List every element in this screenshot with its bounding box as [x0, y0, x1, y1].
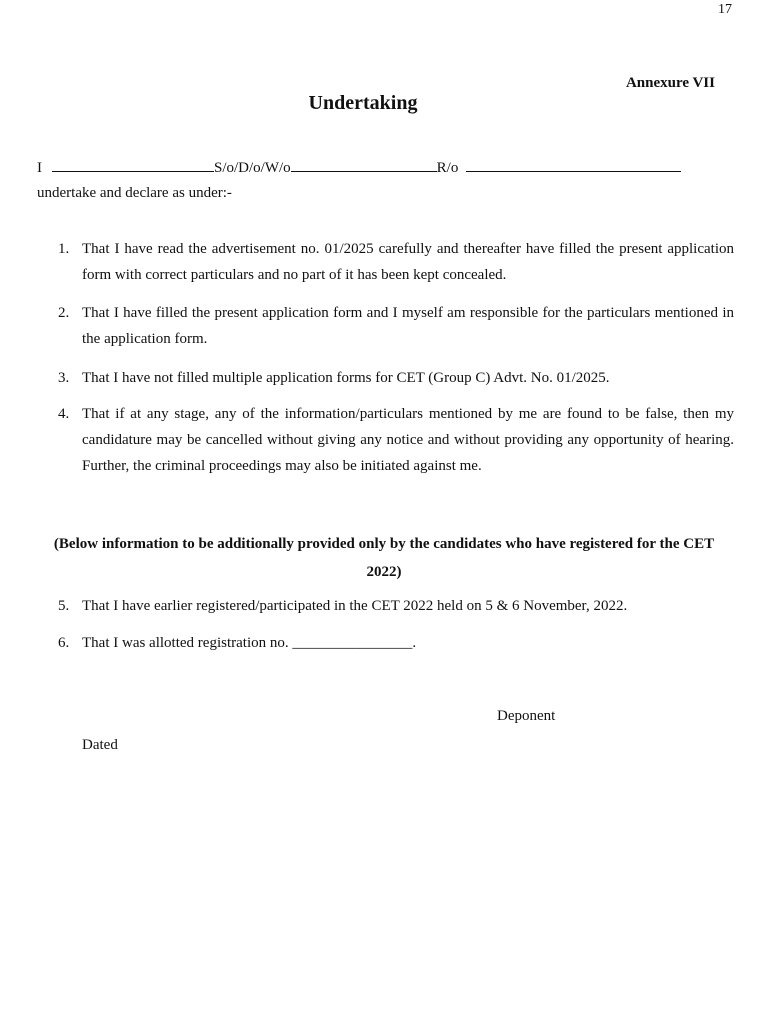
item-number: 2.	[58, 305, 70, 321]
declaration-line	[37, 158, 681, 177]
item-text: That I have filled the present application form and I myself am responsible for the particulars mentioned in the application form.	[82, 305, 734, 347]
item-text: That I was allotted registration no. ________________.	[82, 635, 417, 651]
residence-blank-line	[466, 158, 681, 172]
annexure-label: Annexure VII	[625, 75, 715, 91]
item-text: That I have earlier registered/participated in the CET 2022 held on 5 & 6 November, 2022.	[82, 598, 628, 614]
relation-label: S/o/D/o/W/o	[214, 160, 291, 176]
item-text: That I have read the advertisement no. 01/2025 carefully and thereafter have filled the present application form with correct particulars and no part of it has been kept concealed.	[82, 241, 734, 283]
item-text: That if at any stage, any of the information/particulars mentioned by me are found to be false, then my candidature may be cancelled without giving any notice and without providing any opportunity of hearing. Further, the criminal proceedings may also be initiated against me.	[82, 406, 734, 474]
item-number: 1.	[58, 241, 70, 257]
list-item	[58, 593, 734, 619]
declaration-prefix: I	[37, 160, 42, 176]
page-title: Undertaking	[308, 92, 418, 114]
item-number: 6.	[58, 635, 70, 651]
declaration-continuation: undertake and declare as under:-	[37, 185, 232, 201]
list-item	[58, 300, 734, 352]
dated-label: Dated	[82, 737, 118, 753]
residence-label: R/o	[436, 160, 459, 176]
page-number: 17	[718, 2, 732, 17]
list-item	[58, 630, 734, 656]
list-item	[58, 401, 734, 479]
list-item	[58, 236, 734, 288]
name-blank-line	[52, 158, 214, 172]
item-number: 4.	[58, 406, 70, 422]
item-text: That I have not filled multiple application forms for CET (Group C) Advt. No. 01/2025.	[82, 370, 610, 386]
additional-info-note: (Below information to be additionally provided only by the candidates who have registered for the CET 2022)	[53, 536, 715, 580]
deponent-label: Deponent	[497, 708, 556, 724]
item-number: 5.	[58, 598, 70, 614]
item-number: 3.	[58, 370, 70, 386]
relation-blank-line	[291, 158, 437, 172]
list-item	[58, 365, 734, 391]
